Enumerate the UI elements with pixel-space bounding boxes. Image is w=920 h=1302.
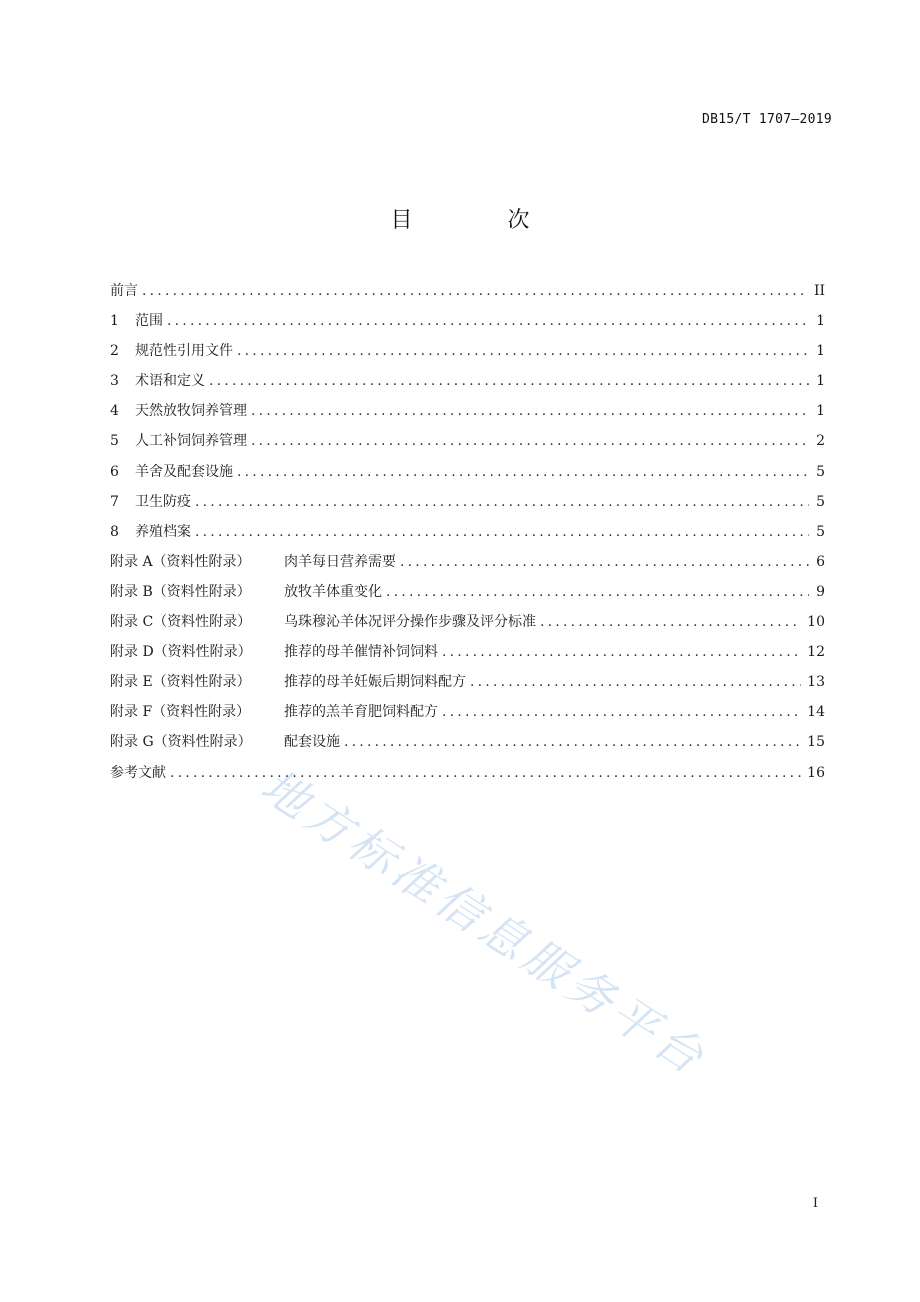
watermark: 地方标准信息服务平台 (251, 758, 718, 1087)
toc-entry-page: 5 (816, 493, 825, 510)
toc-entry-page: 15 (807, 734, 825, 751)
toc-entry-page: 13 (807, 674, 825, 691)
toc-dot-leader (470, 667, 801, 697)
toc-entry-number: 2 (110, 343, 119, 360)
toc-dot-leader (442, 637, 801, 667)
toc-entry-page: 6 (816, 553, 825, 570)
toc-entry-number: 8 (110, 523, 119, 540)
table-of-contents (110, 276, 825, 788)
toc-entry-title: 规范性引用文件 (135, 343, 233, 360)
toc-entry[interactable] (110, 336, 825, 366)
toc-entry-title: 羊舍及配套设施 (135, 463, 233, 480)
toc-dot-leader (344, 727, 801, 757)
toc-entry-number: 1 (110, 313, 119, 330)
toc-entry-page: 1 (816, 313, 825, 330)
toc-entry-annex-label: 附录 B（资料性附录） (110, 583, 251, 600)
toc-entry[interactable] (110, 487, 825, 517)
toc-entry-title: 放牧羊体重变化 (284, 583, 382, 600)
toc-entry-number: 4 (110, 403, 119, 420)
toc-entry-page: 1 (816, 373, 825, 390)
toc-entry[interactable] (110, 517, 825, 547)
toc-dot-leader (195, 517, 809, 547)
toc-entry[interactable] (110, 306, 825, 336)
toc-entry[interactable] (110, 667, 825, 697)
toc-entry-annex-label: 附录 C（资料性附录） (110, 614, 252, 631)
toc-entry-title: 推荐的母羊催情补饲饲料 (284, 644, 438, 661)
toc-dot-leader (195, 487, 809, 517)
toc-dot-leader (237, 457, 809, 487)
toc-entry-title: 肉羊每日营养需要 (284, 553, 396, 570)
toc-entry-title: 推荐的母羊妊娠后期饲料配方 (284, 674, 466, 691)
toc-dot-leader (170, 758, 801, 788)
toc-entry[interactable] (110, 276, 825, 306)
page-number: I (812, 1196, 818, 1211)
toc-entry[interactable] (110, 727, 825, 757)
toc-entry[interactable] (110, 426, 825, 456)
toc-entry-page: 5 (816, 523, 825, 540)
toc-dot-leader (251, 426, 809, 456)
toc-entry-title: 推荐的羔羊育肥饲料配方 (284, 704, 438, 721)
toc-entry-title: 卫生防疫 (135, 493, 191, 510)
toc-dot-leader (386, 577, 809, 607)
document-code: DB15/T 1707—2019 (701, 112, 832, 127)
toc-entry-title: 术语和定义 (135, 373, 205, 390)
toc-entry-number: 7 (110, 493, 119, 510)
toc-entry[interactable] (110, 366, 825, 396)
toc-entry[interactable] (110, 607, 825, 637)
toc-dot-leader (142, 276, 808, 306)
toc-entry[interactable] (110, 758, 825, 788)
toc-entry[interactable] (110, 697, 825, 727)
toc-entry[interactable] (110, 637, 825, 667)
toc-entry-number: 5 (110, 433, 119, 450)
toc-entry-page: II (813, 283, 825, 299)
toc-entry-page: 1 (816, 403, 825, 420)
toc-entry-page: 2 (816, 433, 825, 450)
toc-entry-title: 前言 (110, 283, 138, 299)
toc-dot-leader (400, 547, 809, 577)
toc-entry-title: 天然放牧饲养管理 (135, 403, 247, 420)
toc-entry-annex-label: 附录 G（资料性附录） (110, 734, 252, 751)
toc-entry-page: 1 (816, 343, 825, 360)
toc-entry-annex-label: 附录 F（资料性附录） (110, 704, 251, 721)
toc-entry[interactable] (110, 577, 825, 607)
toc-entry-page: 16 (807, 764, 825, 781)
toc-dot-leader (442, 697, 801, 727)
toc-entry-title: 养殖档案 (135, 523, 191, 540)
toc-entry-page: 5 (816, 463, 825, 480)
toc-entry-annex-label: 附录 A（资料性附录） (110, 553, 251, 570)
toc-entry-page: 14 (807, 704, 825, 721)
toc-entry-annex-label: 附录 D（资料性附录） (110, 644, 252, 661)
toc-entry-title: 人工补饲饲养管理 (135, 433, 247, 450)
toc-dot-leader (237, 336, 809, 366)
toc-entry-page: 12 (807, 644, 825, 661)
toc-entry-title: 范围 (135, 313, 163, 330)
toc-entry-number: 3 (110, 373, 119, 390)
toc-entry-title: 乌珠穆沁羊体况评分操作步骤及评分标准 (284, 614, 536, 631)
toc-dot-leader (251, 396, 809, 426)
toc-entry[interactable] (110, 457, 825, 487)
toc-entry-title: 配套设施 (284, 734, 340, 751)
toc-dot-leader (540, 607, 801, 637)
toc-title: 目 次 (390, 208, 574, 233)
toc-dot-leader (167, 306, 809, 336)
toc-entry-page: 9 (816, 583, 825, 600)
toc-entry[interactable] (110, 396, 825, 426)
toc-dot-leader (209, 366, 809, 396)
toc-entry-number: 6 (110, 463, 119, 480)
toc-entry[interactable] (110, 547, 825, 577)
toc-entry-annex-label: 附录 E（资料性附录） (110, 674, 251, 691)
toc-entry-page: 10 (807, 614, 825, 631)
toc-entry-title: 参考文献 (110, 764, 166, 781)
